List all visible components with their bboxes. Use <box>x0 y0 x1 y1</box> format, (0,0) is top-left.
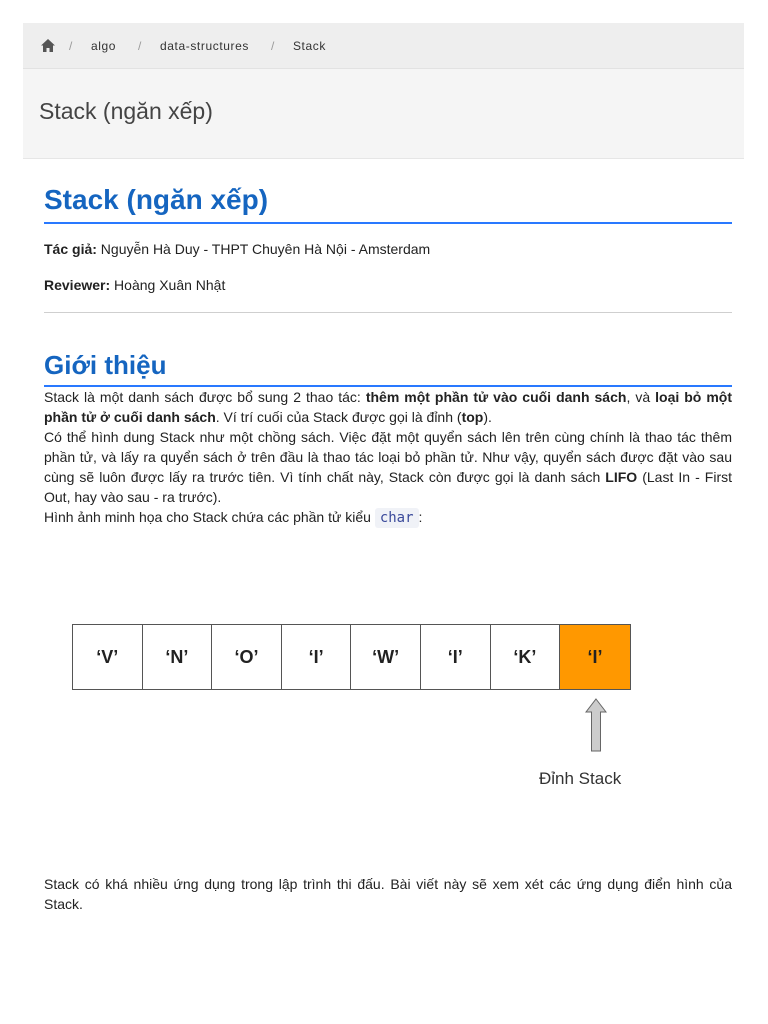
reviewer-value: Hoàng Xuân Nhật <box>110 277 226 293</box>
breadcrumb-separator: / <box>138 38 142 53</box>
stack-illustration <box>72 624 652 794</box>
stack-top-label: Đỉnh Stack <box>539 769 622 788</box>
breadcrumb <box>23 23 744 69</box>
text-span: , và <box>626 389 656 405</box>
intro-paragraph-3 <box>44 507 732 528</box>
stack-cell: ‘N’ <box>143 625 213 689</box>
intro-paragraph-1 <box>44 387 732 427</box>
stack-cell: ‘I’ <box>282 625 352 689</box>
reviewer-label: Reviewer: <box>44 277 111 293</box>
text-span: Hình ảnh minh họa cho Stack chứa các phần tử kiểu <box>44 509 375 525</box>
stack-cell: ‘K’ <box>491 625 561 689</box>
divider <box>44 312 732 313</box>
article-title: Stack (ngăn xếp) <box>44 180 732 224</box>
text-span: . Ví trí cuối của Stack được gọi là đỉnh ( <box>215 409 462 425</box>
breadcrumb-item-stack: Stack <box>292 38 326 53</box>
stack-cell: ‘V’ <box>73 625 143 689</box>
stack-cell: ‘I’ <box>421 625 491 689</box>
breadcrumb-separator: / <box>69 38 73 53</box>
inline-code-char: char <box>375 508 419 528</box>
stack-row <box>72 624 631 690</box>
breadcrumb-item-algo[interactable]: algo <box>90 38 117 53</box>
bold-text: thêm một phần tử vào cuối danh sách <box>365 389 627 405</box>
breadcrumb-separator: / <box>271 38 275 53</box>
reviewer-line <box>44 275 732 295</box>
bold-text: LIFO <box>605 469 638 485</box>
intro-paragraph-4: Stack có khá nhiều ứng dụng trong lập trình thi đấu. Bài viết này sẽ xem xét các ứng dụng điển hình của Stack. <box>44 876 732 912</box>
text-span: (Last In - First Out, hay vào sau - ra trước). <box>44 469 733 505</box>
text-span: Stack là một danh sách được bổ sung 2 thao tác: <box>44 389 366 405</box>
text-span: : <box>418 509 423 525</box>
text-span: Có thể hình dung Stack như một chồng sách. Việc đặt một quyển sách lên trên cùng chính là thao tác thêm phần tử, và lấy ra quyển sách ở trên đầu là thao tác loại bỏ phần tử. Như vậy, quyển sách được đặt vào sau cùng sẽ luôn được lấy ra trước tiên. Vì tính chất này, Stack còn được gọi là danh sách <box>44 429 732 485</box>
author-line <box>44 239 732 259</box>
page-header-title: Stack (ngăn xếp) <box>39 98 213 124</box>
author-value: Nguyễn Hà Duy - THPT Chuyên Hà Nội - Amsterdam <box>96 241 431 257</box>
up-arrow-icon <box>585 698 607 752</box>
section-title-intro: Giới thiệu <box>44 346 732 387</box>
text-span: ). <box>483 409 492 425</box>
stack-cell: ‘W’ <box>351 625 421 689</box>
home-icon[interactable] <box>41 39 55 52</box>
stack-cell: ‘O’ <box>212 625 282 689</box>
page-header <box>23 23 744 159</box>
breadcrumb-item-data-structures[interactable]: data-structures <box>159 38 250 53</box>
stack-cell-top: ‘I’ <box>560 625 630 689</box>
bold-text: top <box>461 409 484 425</box>
author-label: Tác giả: <box>44 241 97 257</box>
bold-text: loại bỏ một phần tử ở cuối danh sách <box>44 389 733 425</box>
intro-paragraph-2 <box>44 427 732 507</box>
